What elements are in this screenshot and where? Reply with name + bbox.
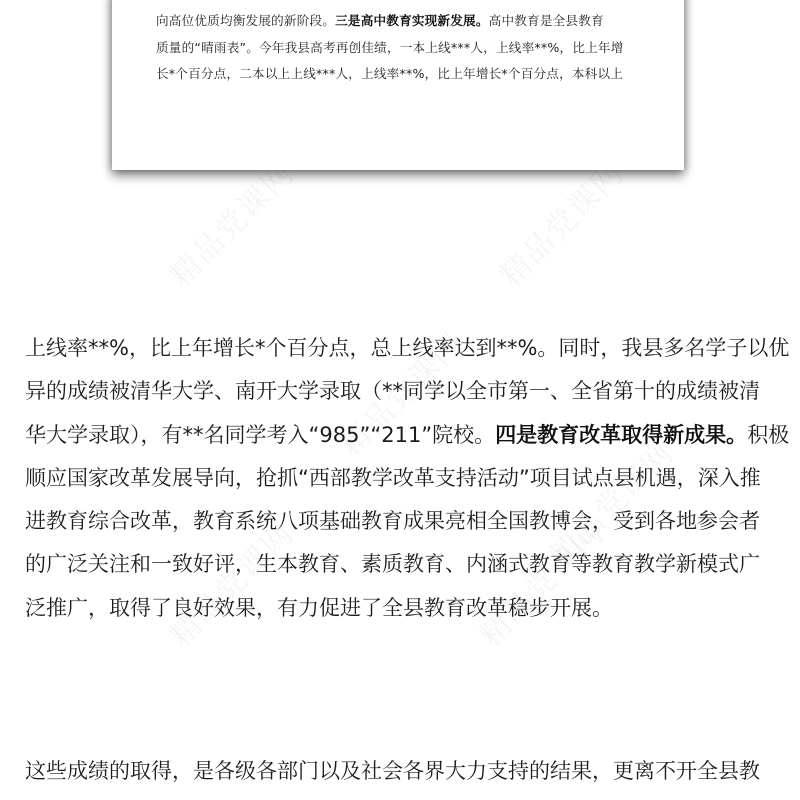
preview-card: [112, 0, 684, 170]
body-paragraph: [25, 327, 790, 630]
body-line: 异的成绩被清华大学、南开大学录取（**同学以全市第一、全省第十的成绩被清: [25, 379, 760, 404]
body-heading-4: 四是教育改革取得新成果。: [495, 422, 748, 447]
body-text-span: 积极: [747, 422, 790, 447]
preview-line: 长*个百分点，二本以上上线***人，上线率**%，比上年增长*个百分点，本科以上: [156, 66, 624, 81]
preview-text-span: 向高位优质均衡发展的新阶段。: [156, 13, 336, 28]
body-line: 顺应国家改革发展导向，抢抓“西部教学改革支持活动”项目试点县机遇，深入推: [25, 465, 761, 490]
preview-heading-3: 三是高中教育实现新发展。: [335, 13, 489, 28]
preview-text-span: 高中教育是全县教育: [488, 13, 604, 28]
body-line: 的广泛关注和一致好评，生本教育、素质教育、内涵式教育等教育教学新模式广: [25, 552, 760, 577]
body-line: 进教育综合改革，教育系统八项基础教育成果亮相全国教博会，受到各地参会者: [25, 509, 760, 534]
preview-line: [156, 8, 656, 35]
body-line: 上线率**%，比上年增长*个百分点，总上线率达到**%。同时，我县多名学子以优: [25, 336, 790, 360]
preview-text: [156, 8, 656, 88]
next-paragraph: [25, 750, 785, 793]
watermark: [158, 150, 302, 294]
body-line: [25, 414, 790, 457]
watermark: [488, 150, 632, 294]
preview-line: 质量的“晴雨表”。今年我县高考再创佳绩，一本上线***人，上线率**%，比上年增: [156, 39, 624, 55]
body-text-span: 华大学录取），有**名同学考入“985”“211”院校。: [25, 422, 496, 447]
body-line: 泛推广，取得了良好效果，有力促进了全县教育改革稳步开展。: [25, 595, 613, 620]
body-line: 这些成绩的取得，是各级各部门以及社会各界大力支持的结果，更离不开全县教: [25, 759, 760, 783]
